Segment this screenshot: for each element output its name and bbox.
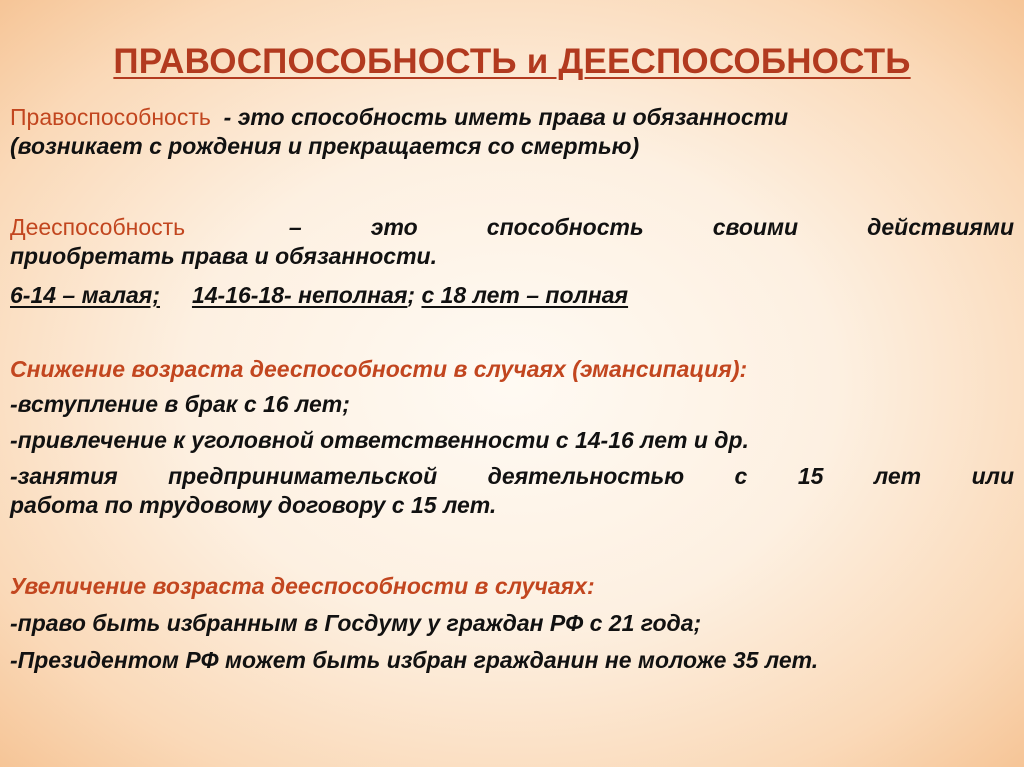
capacity-stages	[10, 281, 1014, 310]
slide-title	[0, 42, 1024, 82]
legal-capacity-term: Правоспособность	[10, 104, 211, 130]
active-capacity-definition-text: – это способность своими действиями	[185, 214, 1014, 240]
stage-full: с 18 лет – полная	[421, 282, 629, 308]
legal-capacity-definition-text: - это способность иметь права и обязанности	[210, 104, 789, 130]
legal-capacity-line-1	[10, 103, 1014, 132]
active-capacity-term: Дееспособность	[10, 214, 186, 240]
stage-separator-2: ;	[407, 282, 422, 308]
capacity-increase-section	[10, 572, 1014, 675]
stage-separator-1	[160, 282, 192, 308]
active-capacity-line-2: приобретать права и обязанности.	[10, 243, 437, 269]
reduction-item-criminal-liability: -привлечение к уголовной ответственности с 14-16 лет и др.	[10, 427, 749, 453]
capacity-increase-heading: Увеличение возраста дееспособности в случаях:	[10, 573, 595, 599]
stage-partial: 14-16-18- неполная	[191, 282, 408, 308]
capacity-reduction-section	[10, 355, 1014, 520]
legal-capacity-definition	[10, 103, 1014, 161]
reduction-item-marriage: -вступление в брак с 16 лет;	[10, 391, 350, 417]
increase-item-president: -Президентом РФ может быть избран гражданин не моложе 35 лет.	[10, 647, 819, 673]
reduction-item-business-line-1: -занятия предпринимательской деятельностью с 15 лет или	[10, 463, 1014, 489]
active-capacity-definition	[10, 213, 1014, 310]
slide-title-text: ПРАВОСПОСОБНОСТЬ и ДЕЕСПОСОБНОСТЬ	[113, 42, 911, 81]
stage-minor: 6-14 – малая;	[10, 282, 160, 308]
active-capacity-line-1	[10, 213, 1014, 242]
reduction-item-business-line-2: работа по трудовому договору с 15 лет.	[10, 492, 497, 518]
increase-item-duma: -право быть избранным в Госдуму у граждан РФ с 21 года;	[10, 610, 702, 636]
legal-capacity-line-2: (возникает с рождения и прекращается со смертью)	[10, 133, 640, 159]
capacity-reduction-heading: Снижение возраста дееспособности в случаях (эмансипация):	[10, 356, 748, 382]
